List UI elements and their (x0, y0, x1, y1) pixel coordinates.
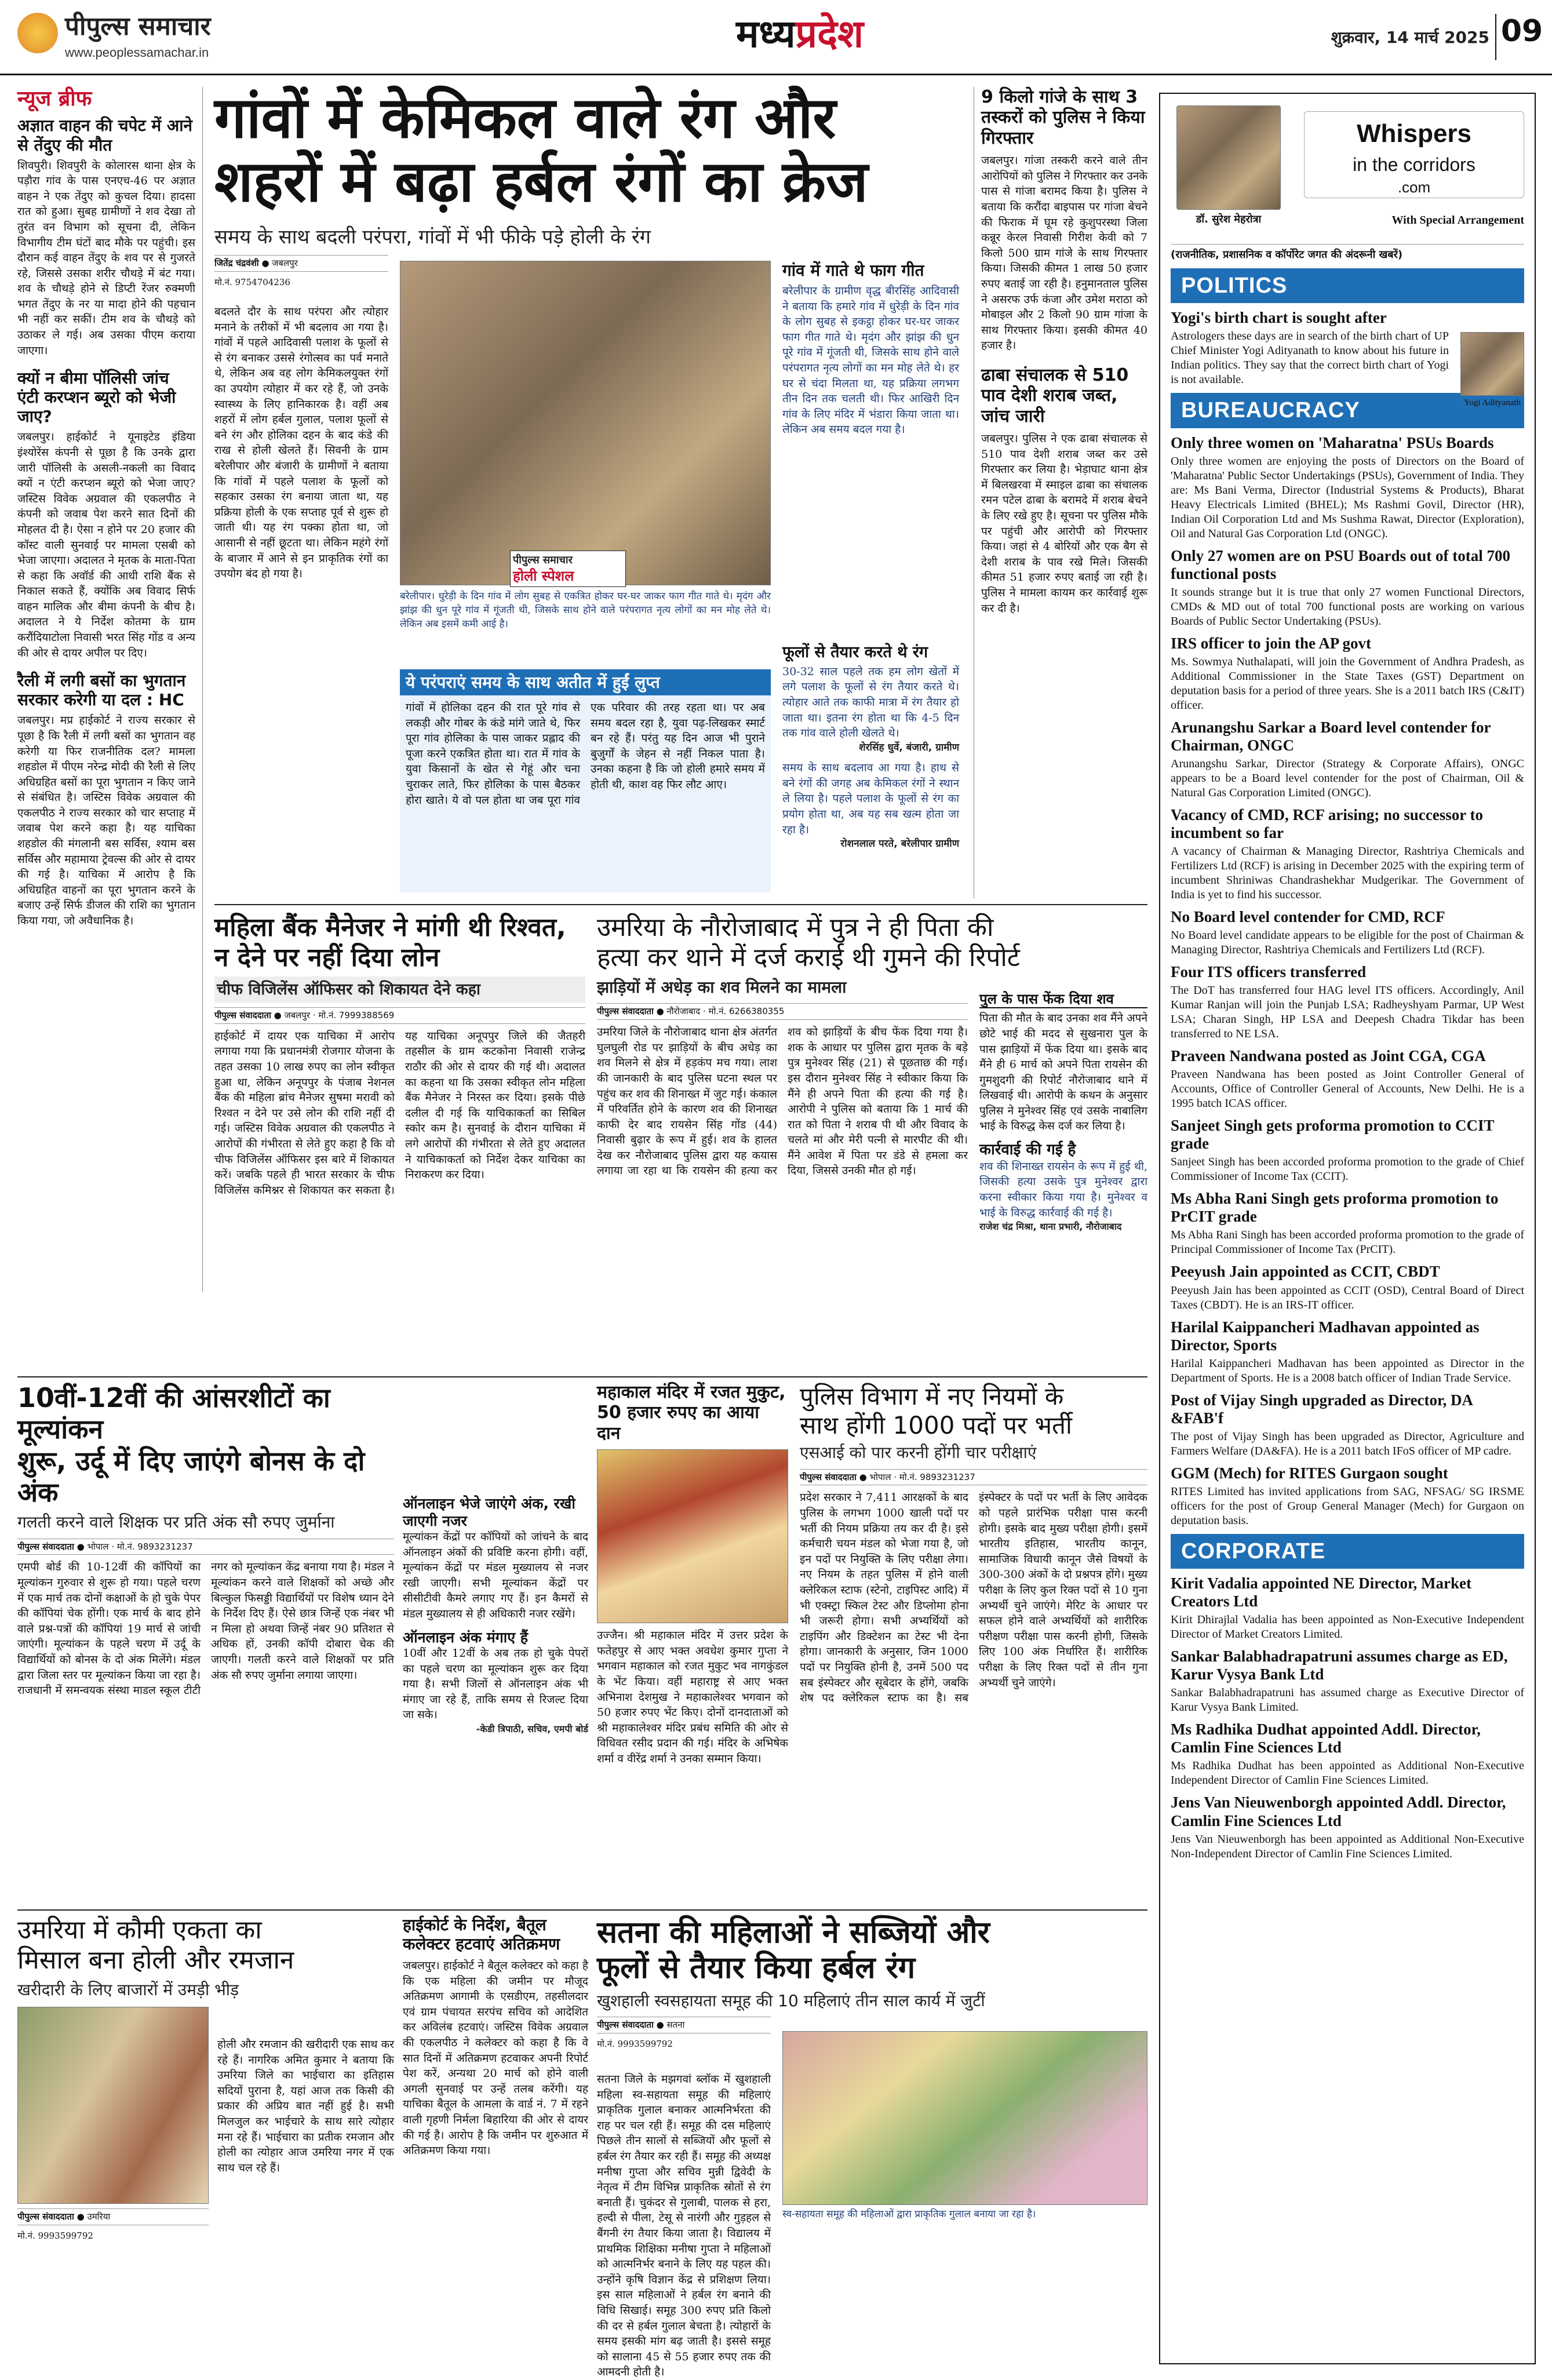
divider (17, 1909, 1147, 1911)
bank-text: हाईकोर्ट में दायर एक याचिका में आरोप लगाया गया कि प्रधानमंत्री रोजगार योजना के तहत उसका 10 लाख रुपए का लोन स्वीकृत हुआ था, लेकिन अनूपपुर के पंजाब नेशनल बैंक की महिला ब्रांच मैनेजर सुषमा मरावी को रिश्वत न देने पर उसे लोन की राशि नहीं दी गई। जस्टिस विवेक अग्रवाल की एकलपीठ ने आरोपों की गंभीरता से लेते हुए कहा है कि वो चीफ विजिलेंस ऑफिसर इस बारे में शिकायत करें। जबकि पहले ही भारत सरकार के चीफ विजिलेंस कमिश्नर से शिकायत कर सकता है। यह याचिका अनूपपुर जिले की जैतहरी तहसील के ग्राम कटकोना निवासी राजेन्द्र राठौर की ओर से दायर की गई थी। अदालत का कहना था कि उसका स्वीकृत लोन महिला बैंक मैनेजर ने निरस्त कर दिया। इसके पीछे दलील दी गई कि याचिकाकर्ता का सिबिल स्कोर कम है। सुनवाई के दौरान याचिका में लगे आरोपों की गंभीरता से लेते हुए अदालत ने याचिकाकर्ता को निर्देश देकर याचिका का निराकरण कर दिया। (214, 1029, 585, 1197)
news-headline: Sanjeet Singh gets proforma promotion to CCIT grade (1171, 1117, 1495, 1153)
news-text: Praveen Nandwana has been posted as Joint Controller General of Accounts, Office of Controller General of Accounts, New Delhi. He is a 1995 batch ICAS officer. (1171, 1068, 1524, 1110)
fag-box-title: गांव में गाते थे फाग गीत (782, 261, 924, 280)
arrangement: With Special Arrangement (1391, 214, 1524, 227)
umaria-sub: झाड़ियों में अधेड़ का शव मिलने का मामला (597, 977, 847, 997)
satna-title-1: सतना की महिलाओं ने सब्जियों और (597, 1915, 990, 1950)
umaria-title-2: हत्या कर थाने में दर्ज कराई थी गुमने की रिपोर्ट (597, 942, 1020, 972)
police-sub: एसआई को पार करनी होंगी चार परीक्षाएं (800, 1443, 1037, 1463)
page-number: 09 (1495, 14, 1547, 60)
section-title-a: मध्य (735, 12, 796, 56)
umaria-action-quote: शव की शिनाख्त रायसेन के रूप में हुई थी, जिसकी हत्या उसके पुत्र मुनेश्वर द्वारा करना स्वीकार किया गया है। मुनेश्वर व भाई के विरुद्ध कार्रवाई की गई है। (979, 1160, 1147, 1219)
news-headline: Praveen Nandwana posted as Joint CGA, CGA (1171, 1047, 1486, 1065)
market-photo (17, 2007, 209, 2204)
flower-box (782, 643, 959, 898)
satna-byline: पीपुल्स संवाददाता ● सतना (597, 2017, 771, 2033)
brief-label: न्यूज ब्रीफ (17, 87, 92, 111)
quote-1-author: शेरसिंह धुर्वे, बंजारी, ग्रामीण (859, 741, 959, 753)
satna-mobile: मो.नं. 9993599792 (597, 2039, 673, 2050)
logo-text: पीपुल्स समाचार (65, 12, 211, 41)
mahakal-text: उज्जैन। श्री महाकाल मंदिर में उत्तर प्रदेश के फतेहपुर से आए भक्त अवधेश कुमार गुप्ता ने भगवान महाकाल को रजत मुकुट भव नागकुंडल के भेंट किया। वहीं महाराष्ट्र से आए भक्त अभिनाश देशमुख ने महाकालेश्वर भगवान को 50 हजार रुपए भेंट किए। दोनों दानदाताओं को श्री महाकालेश्वर मंदिर प्रबंध समिति की ओर से विधिवत रसीद प्रदान की गई। मंदिर के अभिषेक शर्मा व वीरेंद्र शर्मा ने उनका सम्मान किया। (597, 1629, 788, 1765)
umaria-story (597, 913, 1147, 1371)
umaria-text: उमरिया जिले के नौरोजाबाद थाना क्षेत्र अंतर्गत घुलघुली रोड पर झाड़ियों के बीच अधेड़ का शव मिलने से क्षेत्र में हड़कंप मच गया। लाश की जानकारी के बाद पुलिस घटना स्थल पर पहुंच कर शव की शिनाख्त में जुट गई। कंकाल में परिवर्तित होने के कारण शव की शिनाख्त काफी देर बाद रायसेन सिंह गोंड (44) निवासी बुढ़ार के रूप में हुई। शव के हालत देख कर नौरोजाबाद पुलिस द्वारा यह कयास लगाया जा रहा था कि रायसेन की हत्या कर शव को झाड़ियों के बीच फेंक दिया गया है। शक के आधार पर पुलिस द्वारा मृतक के बड़े पुत्र मुनेश्वर सिंह (21) से पूछताछ की गई। इस दौरान मुनेश्वर सिंह ने स्वीकार किया कि मैंने ही अपने पिता की हत्या की गई है। आरोपी ने पुलिस को बताया कि 1 मार्च की रात को पिता ने शराब पी थी और विवाद के चलते मां और मेरी पत्नी से मारपीट की थी। मैंने आवेश में पिता पर डंडे से हमला कर दिया, जिससे उनकी मौत हो गई। (597, 1026, 968, 1178)
news-text: Only three women are enjoying the posts of Directors on the Board of 'Maharatna' Public Sector Undertakings (PSUs), Government of India. They are: Ms Bani Verma, Director (Industrial Systems & Products), Bharat Heavy Electricals Limited (BHEL); Ms Rashmi Govil, Director (HR), Indian Oil Corporation Ltd and Ms Sushma Rawat, Director (Exploration), Oil and Natural Gas Corporation Ltd (ONGC). (1171, 454, 1524, 540)
board-text: एमपी बोर्ड की 10-12वीं की कॉपियों का मूल्यांकन गुरुवार से शुरू हो गया। पहले चरण में एक मार्च तक दोनों कक्षाओं के हो चुके पेपर की कॉपियां चेक होंगी। एक मार्च के बाद होने वाले प्रश्न-पत्रों की कॉपियां 19 मार्च से जांची जाएंगी। मूल्यांकन के पहले चरण में उर्दू के विद्यार्थियों को बोनस के दो अंक मिलेंगे। मंडल द्वारा जिला स्तर पर मूल्यांकन किया जा रहा है। राजधानी में समन्वयक संस्था माडल स्कूल टीटी नगर को मूल्यांकन केंद्र बनाया गया है। मंडल ने मूल्यांकन करने वाले शिक्षकों को अच्छे और बिल्कुल फिसड्डी विद्यार्थियों पर विशेष ध्यान देने के निर्देश दिए हैं। ऐसे छात्र जिन्हें एक नंबर भी न मिला हो अथवा जिन्हें नंबर 90 प्रतिशत से अधिक हों, उनकी कॉपी दोबारा चेक की जाएगी। गलती करने वाले शिक्षकों पर प्रति अंक सौ रुपए जुर्माना लगाया जाएगा। (17, 1561, 394, 1697)
bank-byline: पीपुल्स संवाददाता ● जबलपुर · मो.नं. 7999388569 (214, 1007, 585, 1024)
divider (17, 1376, 1147, 1377)
board-byline: पीपुल्स संवाददाता ● भोपाल · मो.नं. 9893231237 (17, 1539, 394, 1555)
board-box2-text: 10वीं और 12वीं के अब तक हो चुके पेपरों का पहले चरण का मूल्यांकन शुरू कर दिया गया है। सभी जिलों से ऑनलाइन अंक भी मंगाए जा रहे हैं, ताकि समय से रिजल्ट दिया जा सके। (403, 1647, 588, 1722)
herbal-colors-photo (782, 2031, 1147, 2205)
news-headline: Only 27 women are on PSU Boards out of total 700 functional posts (1171, 546, 1511, 582)
special-badge-label: होली स्पेशल (513, 567, 574, 584)
author-name: डॉ. सुरेश मेहरोत्रा (1196, 213, 1262, 225)
umaria2-byline: पीपुल्स संवाददाता ● उमरिया (17, 2208, 209, 2225)
police-story (800, 1382, 1147, 1904)
brief-2-text: जबलपुर। हाईकोर्ट ने यूनाइटेड इंडिया इंश्योरेंस कंपनी से पूछा है कि उनके द्वारा जारी पॉलिसी के असली-नकली का विवाद क्यों न एंटी करप्शन ब्यूरो को भेजा जाए? जस्टिस विवेक अग्रवाल की एकलपीठ ने कंपनी को जवाब पेश करने सात दिनों की मोहलत दी है। ऐसा न होने पर 20 हजार की कॉस्ट वाली सुनवाई पर मामला एसबी को भेजा जाएगा। अदालत ने मृतक के माता-पिता से कहा कि अवॉर्ड की आधी राशि बैंक से निकाल सकते हैं, क्योंकि अब विवाद सिर्फ वाहन मालिक और बीमा कंपनी के बीच है। अदालत ने ये निर्देश कोतमा के ग्राम करौंदियाटोला निवासी भरत सिंह गोंड व अन्य की ओर से दायर अपील पर दिए। (17, 431, 195, 659)
news-headline: Four ITS officers transferred (1171, 963, 1367, 981)
lead-deck: समय के साथ बदली परंपरा, गांवों में भी फीके पड़े होली के रंग (214, 225, 651, 249)
news-text: No Board level candidate appears to be eligible for the post of Chairman & Managing Director, Rashtriya Chemicals and Fertilizers Ltd (RCF). (1171, 929, 1524, 957)
whispers-logo (1304, 111, 1524, 198)
news-text: RITES Limited has invited applications from SAG, NFSAG/ SG IRSME officers for the post of Group General Manager (Mech) for Gurgaon on deputation basis. (1171, 1485, 1524, 1527)
news-headline: Ms Radhika Dudhat appointed Addl. Director, Camlin Fine Sciences Ltd (1171, 1721, 1481, 1756)
umaria2-reporter: पीपुल्स संवाददाता (17, 2211, 74, 2222)
umaria-byline: पीपुल्स संवाददाता ● नौरोजाबाद · मो.नं. 6266380355 (597, 1003, 968, 1020)
masthead (0, 0, 1552, 75)
news-text: Arunangshu Sarkar, Director (Strategy & Corporate Affairs), ONGC appears to be a Board level contender for the post of Chairman, Oil & Natural Gas Corporation Limited (ONGC). (1171, 757, 1524, 800)
politics-headline: Yogi's birth chart is sought after (1171, 309, 1387, 327)
news-brief-column (17, 87, 203, 1292)
special-badge-brand: पीपुल्स समाचार (513, 554, 573, 566)
police-title-1: पुलिस विभाग में नए नियमों के (800, 1382, 1064, 1410)
news-text: It sounds strange but it is true that only 27 women Functional Directors, CMDs & MD out of total 700 functional posts are working on various Boards of Public Sector Undertaking (PSUs). (1171, 585, 1524, 628)
satna-text: सतना जिले के मझगवां ब्लॉक में खुशहाली महिला स्व-सहायता समूह की महिलाएं प्राकृतिक गुलाल बनाकर आत्मनिर्भरता की राह पर चल रही हैं। समूह की दस महिलाएं पिछले तीन सालों से सब्जियों और फूलों से हर्बल रंग तैयार कर रही हैं। समूह की अध्यक्ष मनीषा गुप्ता और सचिव मुन्नी द्विवेदी के नेतृत्व में टीम विभिन्न प्राकृतिक स्रोतों से रंग बनाती हैं। चुकंदर से गुलाबी, पालक से हरा, हल्दी से पीला, टेसू से नारंगी और गुड़हल से बैंगनी रंग तैयार किया जाता है। विद्यालय में प्राथमिक शिक्षिका मनीषा गुप्ता ने महिलाओं को आत्मनिर्भर बनाने के लिए यह पहल की। उन्होंने कृषि विज्ञान केंद्र से प्रशिक्षण लिया। इस साल महिलाओं ने हर्बल रंग बनाने की विधि सिखाई। समूह 300 रुपए प्रति किलो की दर से हर्बल गुलाल बेचता है। त्योहारों के समय इसकी मांग बढ़ जाती है। इससे समूह को सालाना 45 से 55 हजार रुपए तक की आमदनी होती है। (597, 2073, 771, 2379)
site-url[interactable]: www.peoplessamachar.in (65, 45, 209, 60)
news-headline: Peeyush Jain appointed as CCIT, CBDT (1171, 1263, 1440, 1281)
news-headline: Ms Abha Rani Singh gets proforma promotion to PrCIT grade (1171, 1190, 1499, 1226)
board-sidebox (403, 1495, 588, 1901)
umaria2-place: उमरिया (87, 2211, 111, 2222)
news-text: Ms. Sowmya Nuthalapati, will join the Government of Andhra Pradesh, as Additional Commissioner in the State Taxes (GST) Department on deputation basis for a period of three years. She is a 2011 batch IRS (C&IT) officer. (1171, 655, 1524, 712)
corporate-list (1171, 1574, 1524, 1861)
bank-reporter: पीपुल्स संवाददाता (214, 1010, 271, 1021)
whispers-logo-3: .com (1397, 178, 1431, 196)
police-byline: पीपुल्स संवाददाता ● भोपाल · मो.नं. 9893231237 (800, 1469, 1147, 1486)
section-title-b: प्रदेश (795, 12, 864, 56)
news-headline: GGM (Mech) for RITES Gurgaon sought (1171, 1464, 1448, 1482)
news-headline: Vacancy of CMD, RCF arising; no successor to incumbent so far (1171, 806, 1483, 842)
divider (214, 904, 1147, 905)
umaria-title-1: उमरिया के नौरोजाबाद में पुत्र ने ही पिता की (597, 913, 994, 942)
news-headline: Harilal Kaippancheri Madhavan appointed as Director, Sports (1171, 1318, 1480, 1354)
board-box2-by: -केडी त्रिपाठी, सचिव, एमपी बोर्ड (476, 1723, 588, 1735)
brief-3-text: जबलपुर। मप्र हाईकोर्ट ने राज्य सरकार से पूछा है कि रैली में लगी बसों का भुगतान वह करेगी या फिर राजनीतिक दल? मामला शहडोल में पीएम नरेन्द्र मोदी की रैली से लिए अधिग्रहित बसों का पूरा भुगतान न किए जाने से संबंधित है। जस्टिस विवेक अग्रवाल की एकलपीठ ने राज्य सरकार को चार सप्ताह में जवाब पेश करने कहा है। यह याचिका शहडोल की मंगलानी बस सर्विस, श्याम बस सर्विस और महामाया ट्रेवल्स की ओर से दायर की गई है। याचिका में आरोप है कि अधिग्रहित वाहनों का पूरा भुगतान करने के बजाए उन्हें सिर्फ डीजल की राशि का भुगतान किया गया, जो अवैधानिक है। (17, 714, 195, 928)
board-title-1: 10वीं-12वीं की आंसरशीटों का मूल्यांकन (17, 1382, 330, 1445)
news-headline: Only three women on 'Maharatna' PSUs Boards (1171, 433, 1494, 451)
news-text: Jens Van Nieuwenborgh has been appointed as Additional Non-Executive Non-Independent Director of Camlin Fine Sciences Limited. (1171, 1832, 1524, 1860)
board-story (17, 1382, 394, 1904)
quote-2: समय के साथ बदलाव आ गया है। हाथ से बने रंगों की जगह अब केमिकल रंगों ने स्थान ले लिया है। पहले पलाश के फूलों से रंग का प्रयोग होता था, अब यह सब खत्म होता जा रहा है। (782, 761, 959, 836)
bank-title: महिला बैंक मैनेजर ने मांगी थी रिश्वत, न देने पर नहीं दिया लोन (214, 913, 566, 972)
umaria-action-title: कार्रवाई की गई है (979, 1141, 1076, 1159)
lead-title-2: शहरों में बढ़ा हर्बल रंगों का क्रेज (214, 148, 868, 215)
news-text: Kirit Dhirajlal Vadalia has been appointed as Non-Executive Independent Director of Market Creators Limited. (1171, 1613, 1524, 1641)
photo-caption: बरेलीपार। धुरेड़ी के दिन गांव में लोग सुबह से एकत्रित होकर घर-घर जाकर फाग गीत गाते थे। मृदंग और झांझ की धुन पूरे गांव में गूंजती थी, जिसके साथ होने वाले परंपरागत नृत्य लोगों का मन मोह लेते थे। लेकिन अब इसमें कमी आई है। (400, 591, 771, 630)
whispers-logo-2: in the corridors (1353, 154, 1476, 175)
satna-reporter: पीपुल्स संवाददाता (597, 2020, 654, 2031)
brief-2-title: क्यों न बीमा पॉलिसी जांच एंटी करप्शन ब्यूरो को भेजी जाए? (17, 369, 176, 427)
umaria2-story (17, 1915, 394, 2356)
news-text: The post of Vijay Singh has been upgraded as Director, Agriculture and Farmers Welfare (DA&FA). He is a 2011 batch IFoS officer of MP cadre. (1171, 1430, 1524, 1457)
lead-mobile: मो.नं. 9754704236 (214, 277, 290, 288)
umaria-place: नौरोजाबाद (666, 1006, 701, 1017)
corporate-label: CORPORATE (1171, 1534, 1524, 1569)
umaria2-sub: खरीदारी के लिए बाजारों में उमड़ी भीड़ (17, 1980, 239, 1999)
umaria-reporter: पीपुल्स संवाददाता (597, 1006, 654, 1017)
lead-byline: जितेंद्र चंद्रवंशी ● जबलपुर (214, 255, 388, 272)
umaria2-text: होली और रमजान की खरीदारी एक साथ कर रहे हैं। नागरिक अमित कुमार ने बताया कि उमरिया जिले का भाईचारा का इतिहास सदियों पुराना है, यहां आज तक किसी की प्रकार की अप्रिय बात नहीं हुई है। सभी मिलजुल कर भाईचारे के साथ सारे त्योहार मना रहे हैं। भाईचारा का प्रतीक रमजान और होली का त्योहार आज उमरिया नगर में एक साथ चल रहे हैं। (217, 2038, 394, 2174)
lead-place: जबलपुर (272, 258, 298, 269)
board-box1-text: मूल्यांकन केंद्रों पर कॉपियों को जांचने के बाद ऑनलाइन अंकों की प्रविष्टि करना होगी। वहीं, मूल्यांकन केंद्रों पर मंडल मुख्यालय से नजर रखी जाएगी। सभी मूल्यांकन केंद्रों पर सीसीटीवी कैमरे लगाए गए हैं। इन कैमरों से मंडल मुख्यालय से ही अधिकारी नजर रखेंगे। (403, 1530, 588, 1620)
lead-story (214, 87, 962, 898)
hc-story (403, 1915, 588, 2356)
umaria-side-text: पिता की मौत के बाद उनका शव मैंने अपने छोटे भाई की मदद से सुखनारा पुल के पास झाड़ियों में फेंक दिया था। इसके बाद मैंने ही 6 मार्च को अपने पिता रायसेन की गुमशुदगी की रिपोर्ट नौरोजाबाद थाने में लिखवाई थी। आरोपी के कथन के अनुसार पुलिस ने मुनेश्वर सिंह एवं उसके नाबालिग भाई के विरुद्ध केस दर्ज कर लिया है। (979, 1012, 1147, 1133)
special-badge (510, 551, 626, 587)
board-title-2: शुरू, उर्दू में दिए जाएंगे बोनस के दो अंक (17, 1445, 365, 1508)
bank-sub: चीफ विजिलेंस ऑफिसर को शिकायत देने कहा (214, 976, 585, 1003)
board-box1-title: ऑनलाइन भेजे जाएंगे अंक, रखी जाएगी नजर (403, 1495, 575, 1529)
bureaucracy-label: BUREAUCRACY (1171, 393, 1524, 428)
whispers-tagline: (राजनीतिक, प्रशासनिक व कॉर्पोरेट जगत की अंदरूनी खबरें) (1171, 249, 1403, 261)
news-text: The DoT has transferred four HAG level ITS officers. Accordingly, Anil Kumar Ranjan will join the Punjab LSA; Radheyshyam Parmar, UP West LSA; Charan Singh, HP LSA and Deepesh Chadra Tikdar has been transferred to NE LSA. (1171, 984, 1524, 1041)
police-place: भोपाल (869, 1471, 891, 1482)
news-headline: Post of Vijay Singh upgraded as Director, DA &FAB'f (1171, 1391, 1473, 1427)
news-text: A vacancy of Chairman & Managing Director, Rashtriya Chemicals and Fertilizers Ltd (RCF) is arising in December 2025 with the expiring term of incumbent Shriniwas Chandrashekhar Mudgerikar. The Government of India is yet to find his successor. (1171, 845, 1524, 902)
bureaucracy-list (1171, 434, 1524, 1528)
lead-title-1: गांवों में केमिकल वाले रंग और (214, 85, 836, 151)
news-text: Ms Radhika Dudhat has been appointed as Additional Non-Executive Independent Director of Camlin Fine Sciences Limited. (1171, 1759, 1524, 1787)
police-reporter: पीपुल्स संवाददाता (800, 1471, 857, 1482)
lead-text: बदलते दौर के साथ परंपरा और त्योहार मनाने के तरीकों में भी बदलाव आ गया है। गांवों में पहले आदिवासी पलाश के फूलों से से रंग बनाकर उससे रंगोत्सव का पर्व मनाते थे, लेकिन अब वह लोग केमिकलयुक्त रंगों का उपयोग त्योहार में कर रहे हैं, जो उनके स्वास्थ्य के लिए हानिकारक है। वहीं अब शहरों में लोग हर्बल गुलाल, पलाश फूलों से बने रंग और होलिका दहन के बाद कंडे की राख से होली खेलते हैं। सिवनी के ग्राम बरेलीपार और बंजारी के ग्रामीणों ने बताया कि गांवों में पहले पलाश के फूलों को सहकार उसका रंग बनाया जाता था, यह प्रक्रिया होली के एक सप्ताह पूर्व से शुरू हो जाती थी। यह रंग पक्का होता था, जो आसानी से नहीं छूटता था। लेकिन महंगे रंगों के बाजार में आने से इन प्राकृतिक रंगों का उपयोग बंद हो गया है। (214, 305, 388, 581)
news-headline: Arunangshu Sarkar a Board level contender for Chairman, ONGC (1171, 718, 1491, 754)
news-text: Peeyush Jain has been appointed as CCIT (OSD), Central Board of Direct Taxes (CBDT). He is an IRS-IT officer. (1171, 1284, 1524, 1311)
news-text: Sanjeet Singh has been accorded proforma promotion to the grade of Chief Commissioner of Income Tax (CCIT). (1171, 1156, 1524, 1183)
bank-story (214, 913, 585, 1371)
tradition-box (400, 669, 771, 892)
board-sub: गलती करने वाले शिक्षक पर प्रति अंक सौ रुपए जुर्माना (17, 1512, 335, 1532)
news-text: Sankar Balabhadrapatruni has assumed charge as Executive Director of Karur Vysya Bank Limited. (1171, 1686, 1524, 1714)
news-headline: Sankar Balabhadrapatruni assumes charge as ED, Karur Vysya Bank Ltd (1171, 1648, 1508, 1683)
right-news-column (974, 87, 1147, 898)
whispers-column (1159, 93, 1536, 2364)
brief-1-title: अज्ञात वाहन की चपेट में आने से तेंदुए की मौत (17, 116, 192, 155)
news-text: Harilal Kaippancheri Madhavan has been appointed as Director in the Department of Sports. He is a 2008 batch officer of Indian Trade Service. (1171, 1357, 1524, 1384)
holi-photo (400, 261, 771, 585)
satna-title-2: फूलों से तैयार किया हर्बल रंग (597, 1951, 916, 1986)
politics-label: POLITICS (1171, 268, 1524, 303)
bank-place: जबलपुर (284, 1010, 311, 1021)
umaria2-title-2: मिसाल बना होली और रमजान (17, 1945, 294, 1975)
tradition-text: गांवों में होलिका दहन की रात पूरे गांव से लकड़ी और गोबर के कंडे मांगे जाते थे, फिर पूरा गांव होलिका के पास जाकर प्रह्लाद की पूजा करने एकत्रित होता था। रात में गांव के युवा किसानों के खेत से गेहूं और चना चुराकर लाते, फिर होलिका के पास बैठकर होरा खाते। ये वो पल होता था जब पूरा गांव एक परिवार की तरह रहता था। पर अब समय बदल रहा है, युवा पढ़-लिखकर स्मार्ट बन रहे हैं। परंतु यह दिन आज भी पुराने बुजुर्गों के जेहन से नहीं निकल पाता है। उनका कहना है कि जो होली हमारे समय में होती थी, काश वह फिर लौट आए। (406, 701, 765, 807)
quote-1: 30-32 साल पहले तक हम लोग खेतों में लगे पलाश के फूलों से रंग तैयार करते थे। त्योहार आते तक काफी मात्रा में रंग तैयार हो जाता था। इतना रंग होता था कि 4-5 दिन तक गांव वाले होली खेलते थे। (782, 665, 959, 740)
news-headline: IRS officer to join the AP govt (1171, 634, 1371, 652)
lead-reporter: जितेंद्र चंद्रवंशी (214, 258, 259, 269)
board-box2-title: ऑनलाइन अंक मंगाए हैं (403, 1628, 529, 1646)
board-place: भोपाल (87, 1541, 109, 1552)
brief-3-title: रैली में लगी बसों का भुगतान सरकार करेगी या दल : HC (17, 671, 186, 710)
board-mobile: मो.नं. 9893231237 (116, 1541, 193, 1552)
police-title-2: साथ होंगी 1000 पदों पर भर्ती (800, 1410, 1072, 1439)
umaria2-mobile: मो.नं. 9993599792 (17, 2230, 93, 2241)
bank-mobile: मो.नं. 7999388569 (318, 1010, 395, 1021)
satna-story (597, 1915, 1147, 2379)
news-headline: Jens Van Nieuwenborgh appointed Addl. Director, Camlin Fine Sciences Ltd (1171, 1794, 1506, 1829)
politics-text: Astrologers these days are in search of the birth chart of UP Chief Minister Yogi Adityanath to know about his future in Indian politics. They say that the correct birth chart of Yogi is not available. (1171, 330, 1449, 387)
police-mobile: मो.नं. 9893231237 (899, 1471, 975, 1482)
fag-box-text: बरेलीपार के ग्रामीण वृद्ध बीरसिंह आदिवासी ने बताया कि हमारे गांव में धुरेड़ी के दिन गांव के लोग सुबह से इकट्ठा होकर घर-घर जाकर फाग गीत गाते थे। मृदंग और झांझ की धुन पूरे गांव में गूंजती थी, जिसके साथ होने वाले परंपरागत नृत्य लोगों का मन मोह लेते थे। हर घर से चंदा मिलता था, यह प्रक्रिया लगभग तीन दिन तक चलती थी। फिर आखिरी दिन गांव के लिए मंदिर में भंडारा किया जाता था। लेकिन अब समय बदल गया है। (782, 285, 959, 436)
quote-2-author: रोशनलाल परते, बरेलीपार ग्रामीण (840, 838, 959, 850)
news-headline: Kirit Vadalia appointed NE Director, Market Creators Ltd (1171, 1574, 1471, 1610)
hc-text: जबलपुर। हाईकोर्ट ने बैतूल कलेक्टर को कहा है कि एक महिला की जमीन पर मौजूद अतिक्रमण आगामी के एसडीएम, तहसीलदार एवं ग्राम पंचायत सरपंच सचिव को आदेशित कर अविलंब हटवाएं। जस्टिस विवेक अग्रवाल की एकलपीठ ने कलेक्टर को कहा है कि वे सात दिनों में अतिक्रमण हटवाकर अपनी रिपोर्ट पेश करें, अन्यथा 20 मार्च को होने वाली अगली सुनवाई पर उन्हें तलब करेंगी। यह याचिका बैतूल के आमला के वार्ड नं. 7 में रहने वाली गृहणी निर्मला बिहारिया की ओर से दायर की गई है। आरोप है कि जमीन पर शुरुआत में अतिक्रमण किया गया। (403, 1959, 588, 2157)
umaria2-title-1: उमरिया में कौमी एकता का (17, 1915, 262, 1945)
umaria-mobile: मो.नं. 6266380355 (708, 1006, 785, 1017)
ganja-text: जबलपुर। गांजा तस्करी करने वाले तीन आरोपियों को पुलिस ने गिरफ्तार कर उनके पास से गांजा बरामद किया है। पुलिस ने बताया कि करौंदा बाइपास पर गांजा बेचने की फिराक में घूम रहे कुशुपरस्था जिला कन्नूर केरल निवासी गिरीश केवी को 7 किलो 500 ग्राम गांजे के साथ गिरफ्तार किया। जिसकी कीमत 1 लाख 50 हजार रुपए बताई जा रही है। हनुमानताल पुलिस ने असरफ उर्फ कंजा और उमेश मराठा को मोबाइल और 2 किलो 90 ग्राम गांजा के साथ गिरफ्तार किया। इसकी कीमत 40 हजार है। (981, 154, 1147, 352)
issue-date: शुक्रवार, 14 मार्च 2025 (1331, 28, 1489, 47)
fag-box (782, 261, 959, 632)
dhaba-title: ढाबा संचालक से 510 पाव देशी शराब जब्त, जांच जारी (981, 365, 1129, 427)
umaria-action-by: राजेश चंद्र मिश्रा, थाना प्रभारी, नौरोजाबाद (979, 1221, 1122, 1233)
author-photo (1176, 105, 1281, 210)
umaria-side (979, 991, 1147, 1368)
satna-sub: खुशहाली स्वसहायता समूह की 10 महिलाएं तीन साल कार्य में जुटीं (597, 1991, 985, 2010)
logo-mark (17, 13, 58, 53)
section-title (684, 12, 916, 64)
tradition-title: ये परंपराएं समय के साथ अतीत में हुईं लुप्त (400, 669, 771, 695)
mahakal-title: महाकाल मंदिर में रजत मुकुट, 50 हजार रुपए का आया दान (597, 1382, 786, 1444)
police-text: प्रदेश सरकार ने 7,411 आरक्षकों के बाद पुलिस के लगभग 1000 खाली पदों पर भर्ती की नियम प्रक्रिया तय कर दी है। इसे कर्मचारी चयन मंडल को भेजा गया है, जो इन पदों पर नियुक्ति के लिए परीक्षा लेगा। नए नियम के तहत पुलिस में होने वाली क्लेरिकल स्टाफ (स्टेनो, टाइपिस्ट आदि) में भी एक्स्ट्रा स्किल टेस्ट और डिप्लोमा होना भी जरूरी होगा। सभी अभ्यर्थियों को टाइपिंग और डिक्टेशन का टेस्ट भी देना होगा। जानकारी के अनुसार, जिन 1000 पदों पर नियुक्ति होनी है, उनमें 500 पद सब इंस्पेक्टर और सूबेदार के होंगे, जबकि शेष पद क्लेरिकल स्टाफ का है। सब इंस्पेक्टर के पदों पर भर्ती के लिए आवेदक को पहले प्रारंभिक परीक्षा पास करनी होगी। इसके बाद मुख्य परीक्षा होगी। इसमें भारतीय इतिहास, भारतीय कानून, सामाजिक विधायी कानून जैसे विषयों के 300-300 अंकों के दो प्रश्नपत्र होंगे। मुख्य परीक्षा के लिए कुल रिक्त पदों से 10 गुना अभ्यर्थी चुने जाएंगे। मेरिट के आधार पर सफल होने वाले अभ्यर्थियों को शारीरिक परीक्षण परीक्षा पास करनी होगी, जिसके लिए 100 अंक निर्धारित हैं। शारीरिक परीक्षा के लिए रिक्त पदों से तीन गुना अभ्यर्थी चुने जाएंगे। (800, 1491, 1147, 1705)
brief-1-text: शिवपुरी। शिवपुरी के कोलारस थाना क्षेत्र के पड़ौरा गांव के पास एनएच-46 पर अज्ञात वाहन ने एक तेंदुए को कुचल दिया। हादसा रात को हुआ। सुबह ग्रामीणों ने शव देखा तो तुरंत वन विभाग को सूचना दी, लेकिन विभागीय टीम घंटों बाद मौके पर पहुंची। इस दौरान कई वाहन तेंदुए के शव पर से गुजरते रहे, जिससे उसका शरीर चौथड़े में बंट गया। शव के चौथड़े होने से डिप्टी रेंजर रुक्मणी भगत तेंदुए के नर या मादा होने की पहचान भी नहीं कर सकीं। टीम शव के चौथड़े को उठाकर ले गई। अब उसका पीएम कराया जाएगा। (17, 159, 195, 357)
flower-title: फूलों से तैयार करते थे रंग (782, 643, 928, 661)
satna-place: सतना (666, 2020, 685, 2031)
board-reporter: पीपुल्स संवाददाता (17, 1541, 74, 1552)
news-headline: No Board level contender for CMD, RCF (1171, 908, 1445, 926)
hc-title: हाईकोर्ट के निर्देश, बैतूल कलेक्टर हटवाएं अतिक्रमण (403, 1915, 560, 1954)
yogi-label: Yogi Adityanath (1463, 398, 1521, 408)
logo[interactable] (17, 8, 267, 60)
umaria-side-title: पुल के पास फेंक दिया शव (979, 991, 1147, 1008)
ganja-title: 9 किलो गांजे के साथ 3 तस्करों को पुलिस ने किया गिरफ्तार (981, 87, 1145, 148)
dhaba-text: जबलपुर। पुलिस ने एक ढाबा संचालक से 510 पाव देशी शराब जब्त कर उसे गिरफ्तार कर लिया है। भेड़ाघाट थाना क्षेत्र में बिलखरवा में स्माइल ढाबा का संचालक रमन पटेल ढाबा के बरामदे में शराब बेचने के लिए रखे हुए है। सूचना पर पुलिस मौके पर पहुंची और आरोपी को गिरफ्तार किया। जहां से 4 बोरियों और एक बैग से देशी शराब के पाव रखे मिले। जिसकी कीमत 51 हजार रुपए बताई जा रही है। पुलिस ने मामला कायम कर कार्रवाई शुरू कर दी है। (981, 432, 1147, 615)
whispers-logo-1: Whispers (1356, 119, 1472, 148)
news-text: Ms Abha Rani Singh has been accorded proforma promotion to the grade of Principal Commissioner of Income Tax (PrCIT). (1171, 1229, 1524, 1256)
whispers-header (1171, 100, 1524, 245)
mahakal-story (597, 1382, 788, 1904)
mahakal-photo (597, 1449, 788, 1623)
satna-caption: स्व-सहायता समूह की महिलाओं द्वारा प्राकृतिक गुलाल बनाया जा रहा है। (782, 2208, 1036, 2220)
yogi-photo (1460, 332, 1524, 396)
